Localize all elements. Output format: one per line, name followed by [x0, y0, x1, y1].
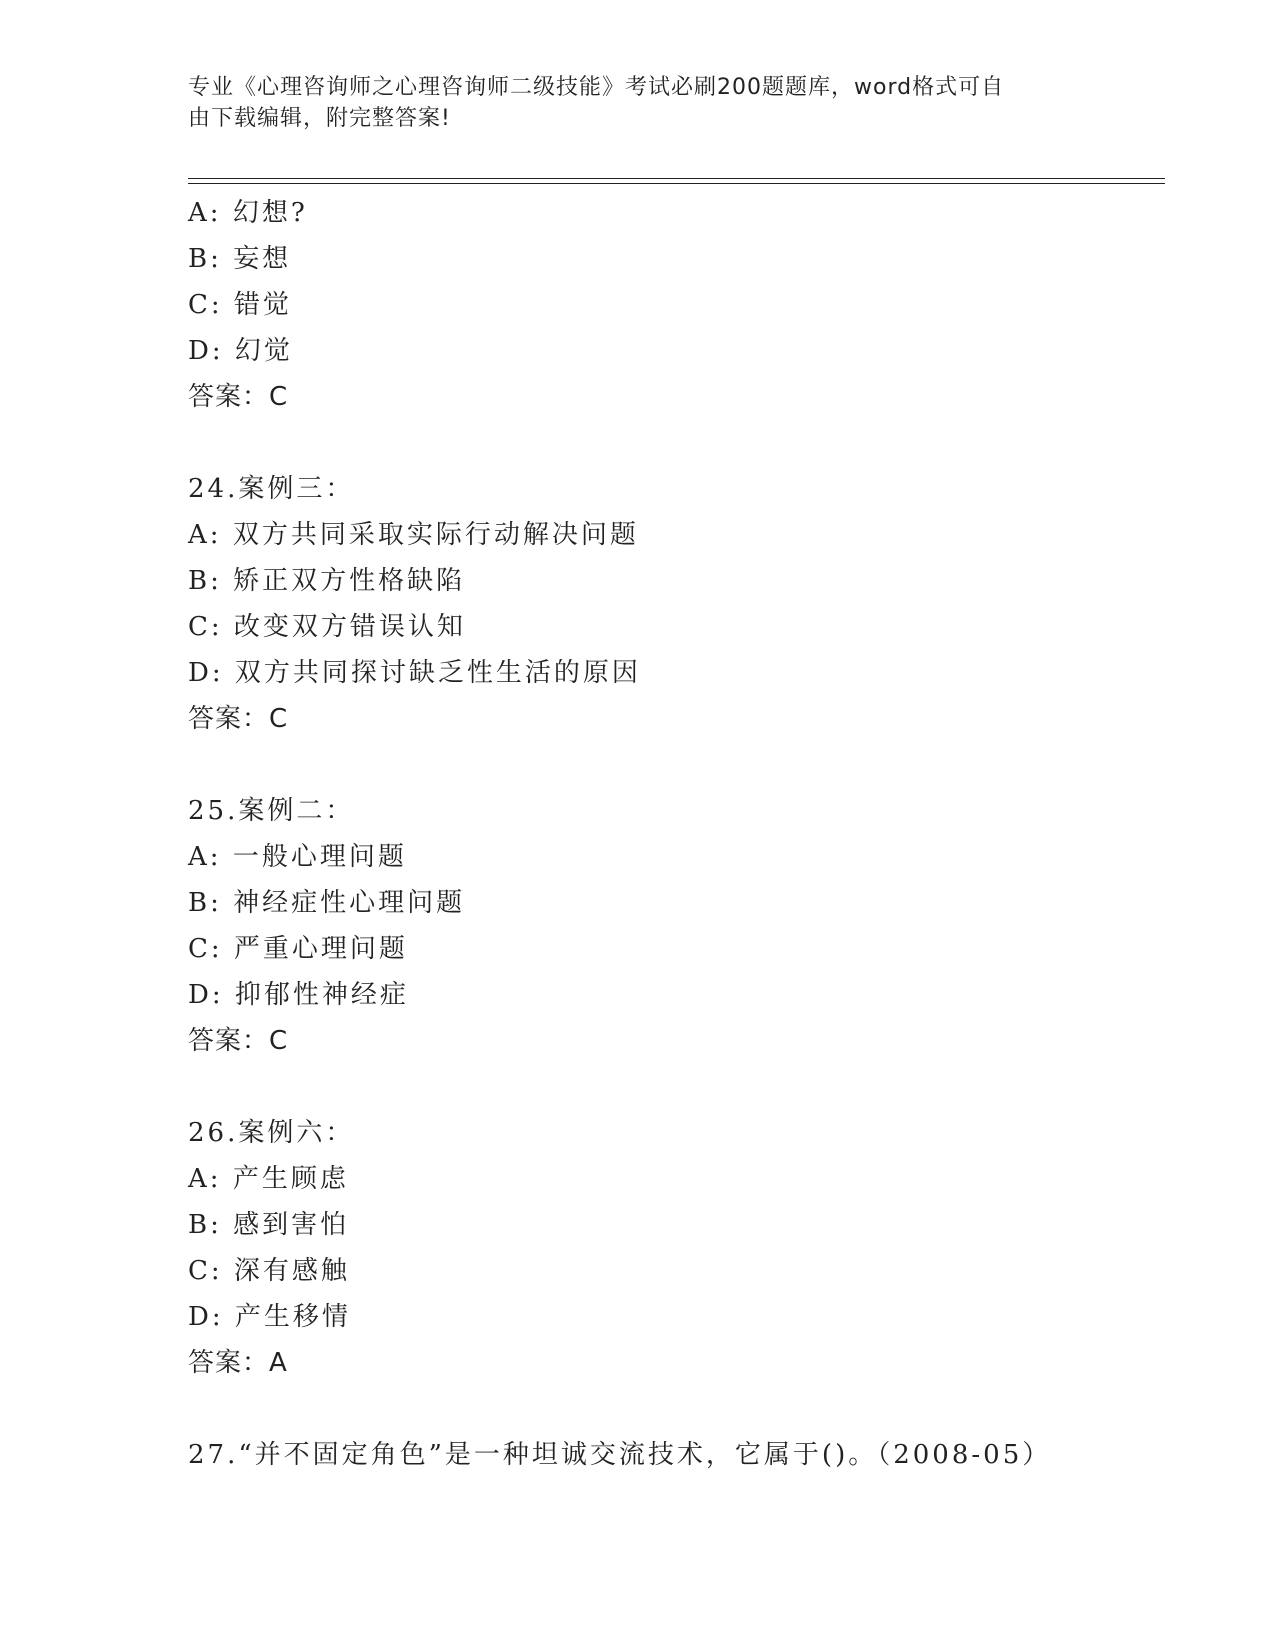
option-label: A: [188, 842, 233, 872]
option-a [188, 512, 1168, 558]
option-text: 产生移情 [234, 1302, 351, 1332]
answer-line: 答案：C [188, 1026, 289, 1056]
option-label: A: [188, 520, 233, 550]
option-label: B: [188, 566, 234, 596]
question-stem: 25.案例二： [188, 796, 355, 826]
option-label: C: [188, 612, 234, 642]
block-gap [188, 1064, 1168, 1110]
option-b [188, 236, 1168, 282]
option-label: C: [188, 290, 234, 320]
option-c [188, 604, 1168, 650]
block-gap [188, 742, 1168, 788]
question-stem: 27.“并不固定角色”是一种坦诚交流技术，它属于()。（2008-05） [188, 1440, 1052, 1470]
option-label: D: [188, 658, 235, 688]
option-text: 妄想 [233, 244, 292, 274]
document-header [188, 72, 1088, 134]
option-text: 幻觉 [234, 336, 293, 366]
option-c [188, 1248, 1168, 1294]
question-stem: 24.案例三： [188, 474, 355, 504]
question-list [188, 190, 1168, 1478]
option-text: 错觉 [233, 290, 292, 320]
option-text: 双方共同探讨缺乏性生活的原因 [234, 658, 641, 688]
option-text: 抑郁性神经症 [234, 980, 409, 1010]
header-line-2: 由下载编辑，附完整答案! [188, 106, 451, 131]
option-a [188, 1156, 1168, 1202]
option-b [188, 1202, 1168, 1248]
option-text: 神经症性心理问题 [233, 888, 466, 918]
question-stem: 26.案例六： [188, 1118, 355, 1148]
header-divider-top [188, 178, 1165, 179]
option-text: 产生顾虑 [232, 1164, 349, 1194]
option-c [188, 282, 1168, 328]
option-label: A: [188, 1164, 233, 1194]
option-c [188, 926, 1168, 972]
option-text: 矫正双方性格缺陷 [233, 566, 466, 596]
option-d [188, 650, 1168, 696]
question-block [188, 1110, 1168, 1386]
answer-line: 答案：A [188, 1348, 288, 1378]
question-block [188, 466, 1168, 742]
option-text: 严重心理问题 [233, 934, 408, 964]
option-label: C: [188, 1256, 234, 1286]
block-gap [188, 420, 1168, 466]
option-text: 改变双方错误认知 [233, 612, 466, 642]
header-divider-bottom [188, 183, 1165, 184]
option-d [188, 972, 1168, 1018]
option-label: B: [188, 1210, 234, 1240]
option-text: 幻想? [232, 198, 308, 228]
question-block [188, 190, 1168, 420]
option-text: 感到害怕 [233, 1210, 350, 1240]
option-b [188, 880, 1168, 926]
answer-line: 答案：C [188, 704, 289, 734]
option-label: D: [188, 980, 235, 1010]
option-label: D: [188, 336, 235, 366]
option-b [188, 558, 1168, 604]
option-a [188, 834, 1168, 880]
option-d [188, 1294, 1168, 1340]
option-label: D: [188, 1302, 235, 1332]
answer-line: 答案：C [188, 382, 289, 412]
option-label: A: [188, 198, 233, 228]
option-label: C: [188, 934, 234, 964]
option-d [188, 328, 1168, 374]
block-gap [188, 1386, 1168, 1432]
option-label: B: [188, 888, 234, 918]
option-text: 双方共同采取实际行动解决问题 [232, 520, 639, 550]
option-text: 深有感触 [233, 1256, 350, 1286]
header-line-1: 专业《心理咨询师之心理咨询师二级技能》考试必刷200题题库，word格式可自 [188, 75, 1005, 100]
option-label: B: [188, 244, 234, 274]
option-text: 一般心理问题 [232, 842, 407, 872]
question-block [188, 788, 1168, 1064]
option-a [188, 190, 1168, 236]
